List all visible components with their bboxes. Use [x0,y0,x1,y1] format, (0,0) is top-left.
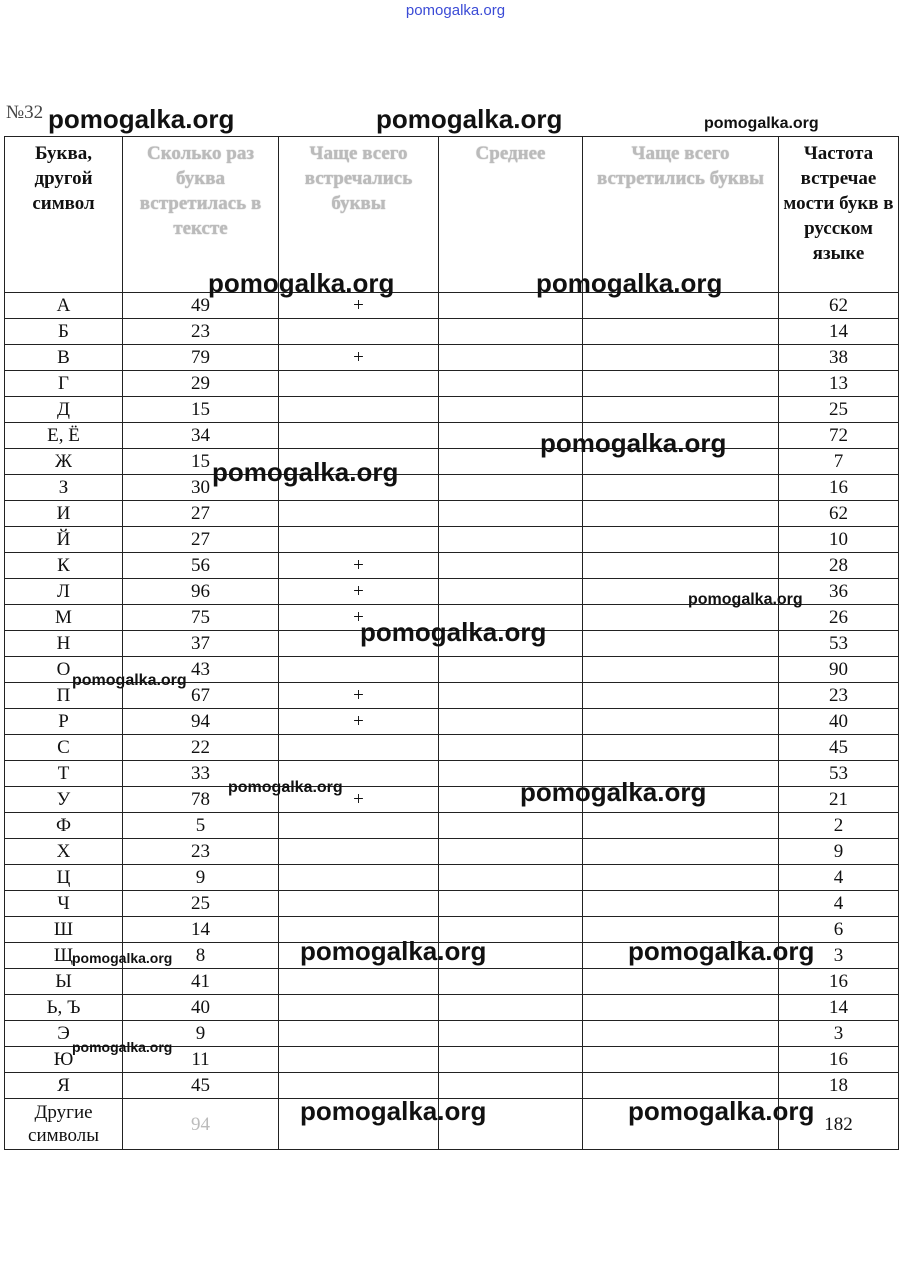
average-cell [439,579,583,605]
table-row [5,423,899,449]
mark-cell [279,995,439,1021]
mark-cell [279,1021,439,1047]
most-frequent-cell [583,501,779,527]
table-row [5,865,899,891]
table-row [5,475,899,501]
count-cell: 14 [123,917,279,943]
letter-cell: Т [5,761,123,787]
table-row [5,553,899,579]
table-row [5,293,899,319]
average-cell [439,813,583,839]
count-cell: 94 [123,1099,279,1150]
watermark: pomogalka.org [208,268,395,298]
count-cell: 15 [123,449,279,475]
most-frequent-cell [583,475,779,501]
watermark: pomogalka.org [520,777,707,807]
average-cell [439,657,583,683]
count-cell: 67 [123,683,279,709]
most-frequent-cell [583,735,779,761]
count-cell: 75 [123,605,279,631]
count-cell: 49 [123,293,279,319]
mark-cell [279,1047,439,1073]
letter-cell: У [5,787,123,813]
table-row [5,735,899,761]
watermark: pomogalka.org [376,104,563,134]
letter-cell: Э [5,1021,123,1047]
mark-cell [279,397,439,423]
count-cell: 9 [123,865,279,891]
frequency-cell: 7 [779,449,899,475]
watermark: pomogalka.org [704,115,819,132]
frequency-cell: 53 [779,631,899,657]
letter-cell: Д [5,397,123,423]
top-site-link[interactable]: pomogalka.org [405,2,506,19]
average-cell [439,839,583,865]
average-cell [439,397,583,423]
mark-cell [279,813,439,839]
average-cell [439,345,583,371]
header-letter: Буква, другой символ [5,137,123,293]
letter-cell: И [5,501,123,527]
mark-cell: + [279,605,439,631]
frequency-cell: 4 [779,891,899,917]
mark-cell: + [279,293,439,319]
mark-cell: + [279,709,439,735]
frequency-cell: 72 [779,423,899,449]
mark-cell [279,1073,439,1099]
frequency-cell: 25 [779,397,899,423]
average-cell [439,995,583,1021]
task-number: №32 [6,102,44,123]
letter-cell: Е, Ё [5,423,123,449]
mark-cell [279,865,439,891]
count-cell: 96 [123,579,279,605]
frequency-cell: 45 [779,735,899,761]
table-row [5,709,899,735]
watermark: pomogalka.org [360,617,547,647]
letter-cell: Г [5,371,123,397]
letter-cell: З [5,475,123,501]
letter-cell: М [5,605,123,631]
frequency-cell: 23 [779,683,899,709]
most-frequent-cell [583,553,779,579]
count-cell: 11 [123,1047,279,1073]
watermark: pomogalka.org [628,1096,815,1126]
most-frequent-cell [583,709,779,735]
most-frequent-cell [583,839,779,865]
letter-cell: К [5,553,123,579]
frequency-cell: 6 [779,917,899,943]
average-cell [439,501,583,527]
frequency-cell: 9 [779,839,899,865]
average-cell [439,319,583,345]
most-frequent-cell [583,683,779,709]
mark-cell [279,839,439,865]
table-row [5,319,899,345]
most-frequent-cell [583,891,779,917]
count-cell: 15 [123,397,279,423]
frequency-cell: 14 [779,319,899,345]
frequency-cell: 90 [779,657,899,683]
letter-cell: С [5,735,123,761]
average-cell [439,709,583,735]
frequency-cell: 53 [779,761,899,787]
average-cell [439,1047,583,1073]
table-row [5,761,899,787]
most-frequent-cell [583,865,779,891]
count-cell: 29 [123,371,279,397]
count-cell: 27 [123,527,279,553]
most-frequent-cell [583,969,779,995]
letter-cell: Ч [5,891,123,917]
watermark: pomogalka.org [628,936,815,966]
count-cell: 23 [123,319,279,345]
mark-cell: + [279,345,439,371]
frequency-cell: 26 [779,605,899,631]
frequency-cell: 3 [779,943,899,969]
table-row [5,397,899,423]
count-cell: 56 [123,553,279,579]
watermark: pomogalka.org [72,950,173,966]
average-cell [439,527,583,553]
average-cell [439,1021,583,1047]
frequency-cell: 4 [779,865,899,891]
frequency-cell: 38 [779,345,899,371]
mark-cell [279,969,439,995]
count-cell: 9 [123,1021,279,1047]
average-cell [439,891,583,917]
watermark: pomogalka.org [48,104,235,134]
table-row [5,969,899,995]
count-cell: 78 [123,787,279,813]
most-frequent-cell [583,813,779,839]
count-cell: 40 [123,995,279,1021]
table-body [5,293,899,1150]
header-count: Сколько раз буква встретилась в тексте [123,137,279,293]
count-cell: 45 [123,1073,279,1099]
frequency-cell: 21 [779,787,899,813]
letter-cell: Л [5,579,123,605]
count-cell: 41 [123,969,279,995]
letter-cell: Ш [5,917,123,943]
letter-cell: А [5,293,123,319]
frequency-cell: 182 [779,1099,899,1150]
mark-cell: + [279,553,439,579]
average-cell [439,371,583,397]
most-frequent-cell [583,1021,779,1047]
most-frequent-cell [583,1047,779,1073]
frequency-cell: 3 [779,1021,899,1047]
most-frequent-cell [583,345,779,371]
watermark: pomogalka.org [228,779,343,796]
average-cell [439,865,583,891]
frequency-cell: 62 [779,293,899,319]
table-row [5,839,899,865]
count-cell: 34 [123,423,279,449]
frequency-cell: 2 [779,813,899,839]
most-frequent-cell [583,397,779,423]
frequency-cell: 62 [779,501,899,527]
table-row [5,345,899,371]
mark-cell [279,319,439,345]
table-header-row [5,137,899,293]
letter-cell: Ж [5,449,123,475]
watermark: pomogalka.org [300,936,487,966]
count-cell: 5 [123,813,279,839]
letter-cell: Ы [5,969,123,995]
count-cell: 30 [123,475,279,501]
mark-cell [279,371,439,397]
mark-cell [279,501,439,527]
frequency-cell: 18 [779,1073,899,1099]
count-cell: 23 [123,839,279,865]
most-frequent-cell [583,527,779,553]
count-cell: 22 [123,735,279,761]
mark-cell [279,657,439,683]
table-row [5,449,899,475]
count-cell: 33 [123,761,279,787]
mark-cell: + [279,579,439,605]
letter-cell: Х [5,839,123,865]
watermark: pomogalka.org [300,1096,487,1126]
header-most-frequent-2: Чаще всего встретились буквы [583,137,779,293]
count-cell: 25 [123,891,279,917]
mark-cell [279,527,439,553]
watermark: pomogalka.org [72,672,187,689]
letter-cell: Ь, Ъ [5,995,123,1021]
letter-cell: Н [5,631,123,657]
most-frequent-cell [583,995,779,1021]
watermark: pomogalka.org [72,1039,173,1055]
frequency-cell: 28 [779,553,899,579]
letter-cell: Другие символы [5,1099,123,1150]
average-cell [439,683,583,709]
count-cell: 79 [123,345,279,371]
letter-cell: Й [5,527,123,553]
letter-cell: Р [5,709,123,735]
table-row [5,1073,899,1099]
most-frequent-cell [583,631,779,657]
header-most-frequent: Чаще всего встречались буквы [279,137,439,293]
frequency-cell: 16 [779,475,899,501]
mark-cell [279,423,439,449]
table-row [5,813,899,839]
mark-cell: + [279,787,439,813]
letter-cell: П [5,683,123,709]
count-cell: 37 [123,631,279,657]
mark-cell [279,891,439,917]
table-row [5,501,899,527]
table-row [5,891,899,917]
count-cell: 27 [123,501,279,527]
watermark: pomogalka.org [540,428,727,458]
frequency-cell: 13 [779,371,899,397]
letter-cell: О [5,657,123,683]
header-russian-frequency: Частота встречае мости букв в русском языке [779,137,899,293]
letter-cell: Ц [5,865,123,891]
header-average: Среднее [439,137,583,293]
frequency-cell: 16 [779,969,899,995]
frequency-cell: 10 [779,527,899,553]
table-row [5,995,899,1021]
frequency-cell: 14 [779,995,899,1021]
watermark: pomogalka.org [536,268,723,298]
average-cell [439,1073,583,1099]
most-frequent-cell [583,371,779,397]
average-cell [439,553,583,579]
most-frequent-cell [583,1073,779,1099]
letter-cell: Щ [5,943,123,969]
letter-cell: Б [5,319,123,345]
table-row [5,527,899,553]
average-cell [439,969,583,995]
mark-cell: + [279,683,439,709]
mark-cell [279,735,439,761]
frequency-cell: 36 [779,579,899,605]
watermark: pomogalka.org [212,457,399,487]
count-cell: 8 [123,943,279,969]
letter-cell: Ф [5,813,123,839]
letter-cell: Ю [5,1047,123,1073]
most-frequent-cell [583,319,779,345]
table-row [5,371,899,397]
most-frequent-cell [583,657,779,683]
frequency-cell: 16 [779,1047,899,1073]
average-cell [439,475,583,501]
frequency-cell: 40 [779,709,899,735]
watermark: pomogalka.org [688,591,803,608]
count-cell: 94 [123,709,279,735]
letter-cell: В [5,345,123,371]
letter-cell: Я [5,1073,123,1099]
table-row [5,787,899,813]
average-cell [439,735,583,761]
count-cell: 43 [123,657,279,683]
